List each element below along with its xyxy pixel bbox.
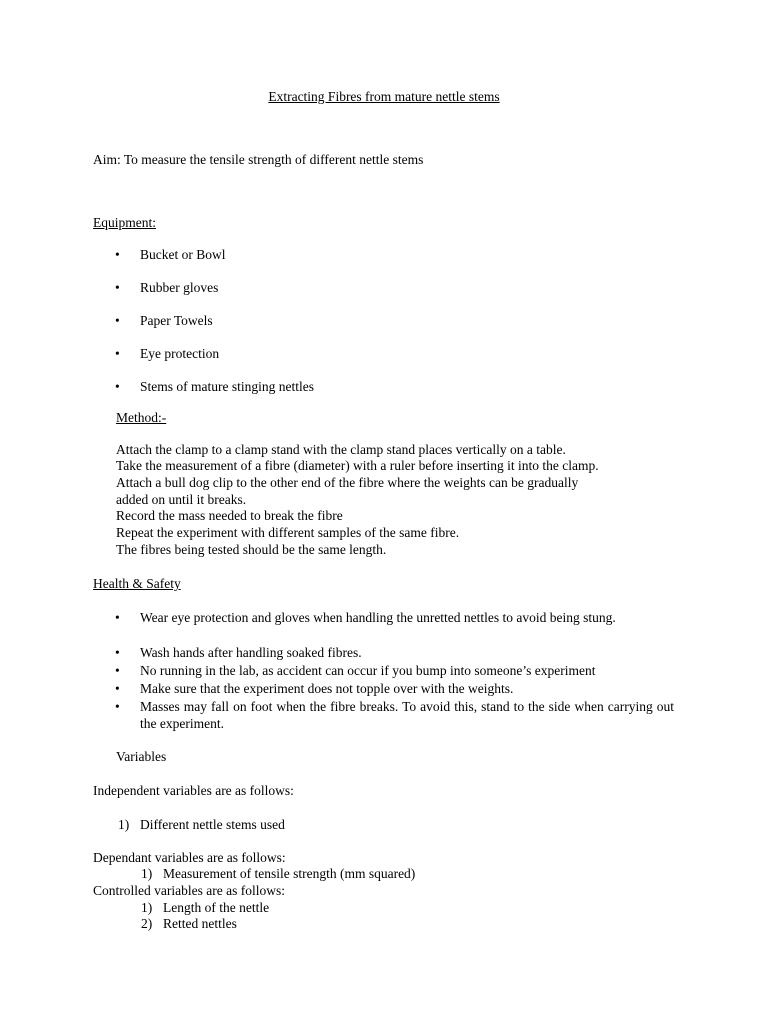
method-line: Repeat the experiment with different samples of the same fibre. — [116, 525, 460, 540]
equipment-heading: Equipment: — [93, 215, 156, 230]
list-item: 1) Measurement of tensile strength (mm squared) — [141, 866, 416, 881]
method-heading: Method:- — [116, 410, 167, 425]
list-item: • Bucket or Bowl — [115, 247, 226, 262]
list-item: • Make sure that the experiment does not topple over with the weights. — [115, 681, 514, 696]
list-number: 1) — [141, 866, 153, 881]
dependent-variables-label: Dependant variables are as follows: — [93, 850, 286, 865]
method-line: added on until it breaks. — [116, 492, 247, 507]
aim-statement: Aim: To measure the tensile strength of different nettle stems — [93, 152, 424, 167]
bullet-icon: • — [115, 681, 120, 696]
list-item: • Paper Towels — [115, 313, 213, 328]
list-number: 1) — [141, 900, 153, 915]
bullet-icon: • — [115, 313, 120, 328]
list-item: • Masses may fall on foot when the fibre breaks. To avoid this, stand to the side when carrying out the experiment. — [115, 699, 674, 731]
list-item: • Stems of mature stinging nettles — [115, 379, 314, 394]
list-item: • Wash hands after handling soaked fibres. — [115, 645, 362, 660]
bullet-icon: • — [115, 247, 120, 262]
list-item: • Wear eye protection and gloves when handling the unretted nettles to avoid being stung. — [115, 610, 616, 625]
controlled-variables-label: Controlled variables are as follows: — [93, 883, 285, 898]
method-line: Record the mass needed to break the fibre — [116, 508, 343, 523]
list-item: 2) Retted nettles — [141, 916, 237, 931]
list-number: 1) — [118, 817, 130, 832]
list-item: 1) Length of the nettle — [141, 900, 270, 915]
variables-heading: Variables — [116, 749, 167, 764]
health-safety-heading: Health & Safety — [93, 576, 181, 591]
list-number: 2) — [141, 916, 153, 931]
method-line: The fibres being tested should be the same length. — [116, 542, 387, 557]
bullet-icon: • — [115, 280, 120, 295]
list-item: 1) Different nettle stems used — [118, 817, 285, 832]
bullet-icon: • — [115, 663, 120, 678]
bullet-icon: • — [115, 346, 120, 361]
method-line: Take the measurement of a fibre (diameter) with a ruler before inserting it into the clamp. — [116, 458, 599, 473]
document-title: Extracting Fibres from mature nettle stems — [268, 89, 500, 104]
method-line: Attach a bull dog clip to the other end of the fibre where the weights can be gradually — [116, 475, 579, 490]
list-item: • Eye protection — [115, 346, 220, 361]
list-item: • No running in the lab, as accident can occur if you bump into someone’s experiment — [115, 663, 596, 678]
method-line: Attach the clamp to a clamp stand with the clamp stand places vertically on a table. — [116, 442, 566, 457]
bullet-icon: • — [115, 379, 120, 394]
bullet-icon: • — [115, 610, 120, 625]
independent-variables-label: Independent variables are as follows: — [93, 783, 294, 798]
bullet-icon: • — [115, 699, 120, 714]
list-item: • Rubber gloves — [115, 280, 219, 295]
bullet-icon: • — [115, 645, 120, 660]
